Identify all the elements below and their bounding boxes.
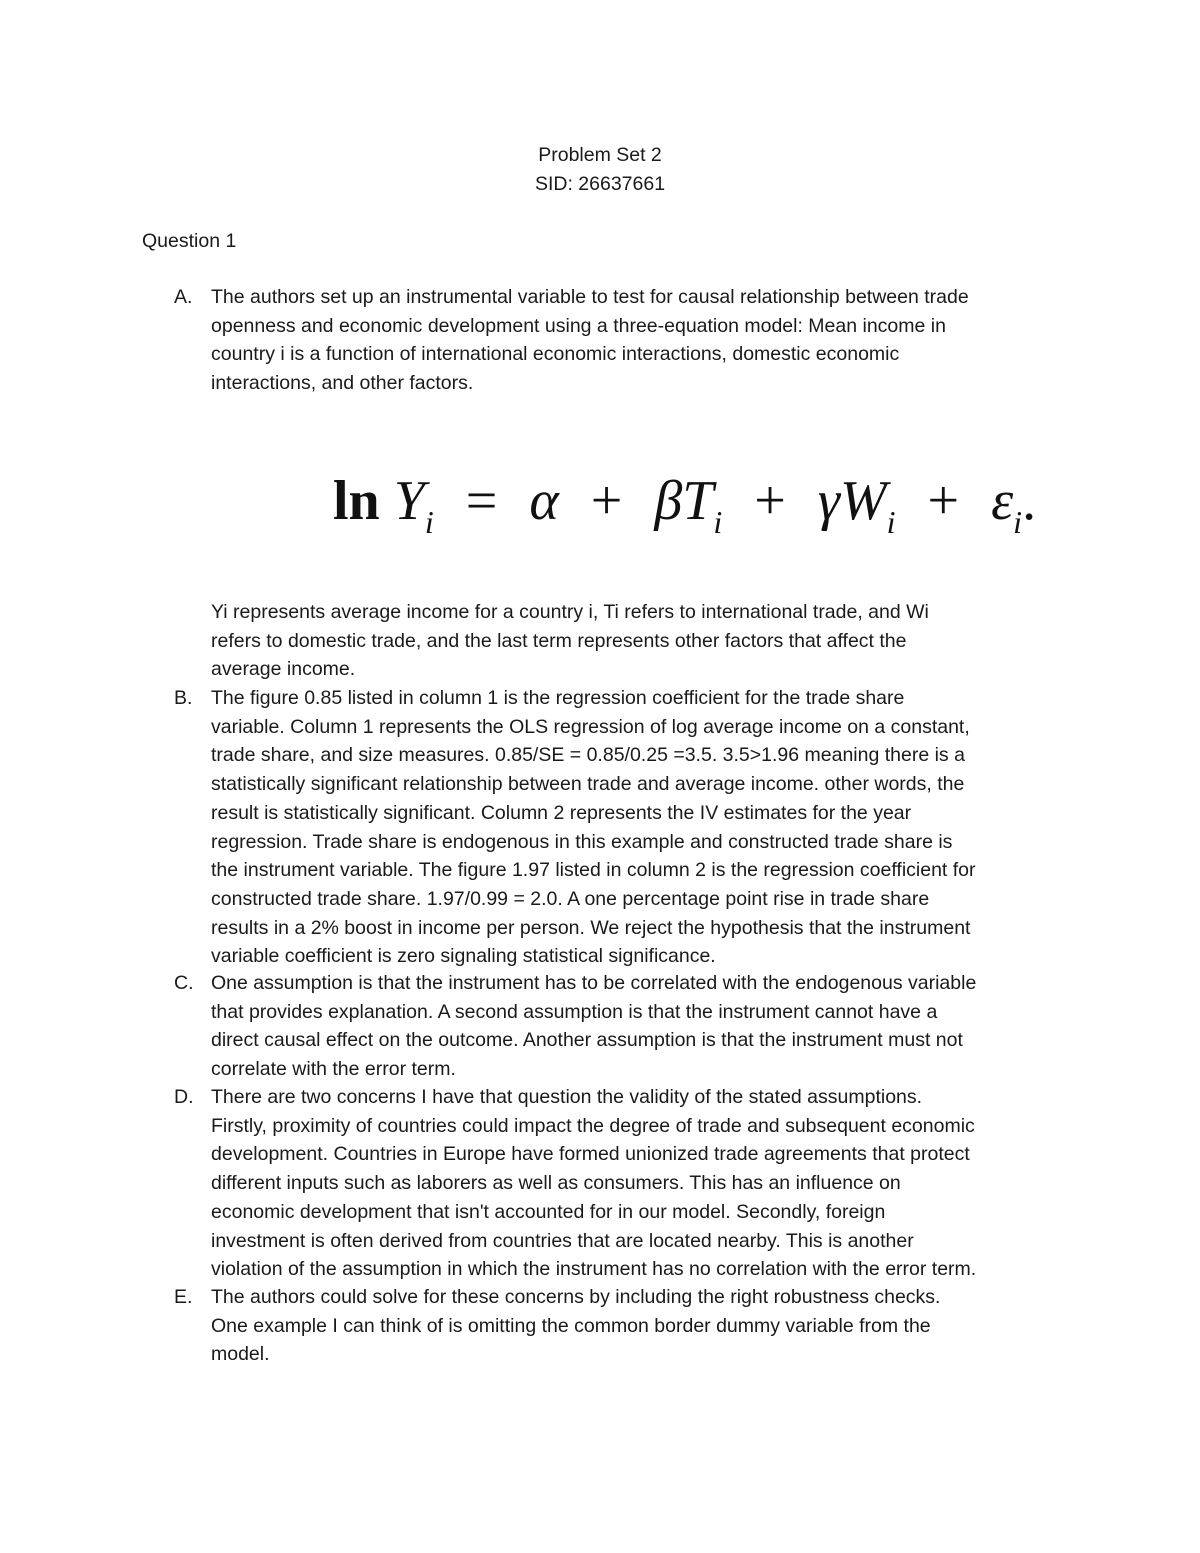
text-line: The figure 0.85 listed in column 1 is the regression coefficient for the trade share [211,687,905,709]
text-line: average income. [211,658,356,681]
eq-plus: + [590,470,623,532]
text-line: One assumption is that the instrument has to be correlated with the endogenous variable [211,972,977,994]
eq-sub: i [713,504,723,540]
equation-explanation [211,598,929,684]
text-line: variable. Column 1 represents the OLS regression of log average income on a constant, [211,715,970,738]
eq-plus: + [754,470,786,532]
item-letter: C. [174,972,194,994]
income-equation [333,466,1037,540]
text-line: refers to domestic trade, and the last term represents other factors that affect the [211,629,907,652]
eq-beta: β [654,470,683,532]
text-line: development. Countries in Europe have formed unionized trade agreements that protect [211,1143,970,1166]
eq-epsilon: ε [991,470,1014,532]
text-line: variable coefficient is zero signaling statistical significance. [211,945,716,968]
eq-plus: + [927,470,960,532]
text-line: The authors set up an instrumental variable to test for causal relationship between trade [211,286,969,308]
text-line: direct causal effect on the outcome. Another assumption is that the instrument must not [211,1029,963,1052]
item-letter: E. [174,1286,193,1308]
eq-t: T [682,470,714,532]
eq-y: Y [393,470,425,532]
eq-equals: = [465,470,498,532]
item-text [211,1283,1071,1369]
text-line: trade share, and size measures. 0.85/SE = 0.85/0.25 =3.5. 3.5>1.96 meaning there is a [211,744,965,767]
question-heading: Question 1 [142,230,237,252]
text-line: investment is often derived from countries that are located nearby. This is another [211,1229,914,1252]
text-line: regression. Trade share is endogenous in this example and constructed trade share is [211,830,953,853]
text-line: result is statistically significant. Column 2 represents the IV estimates for the year [211,801,912,824]
text-line: different inputs such as laborers as well as consumers. This has an influence on [211,1172,901,1195]
text-line: that provides explanation. A second assumption is that the instrument cannot have a [211,1000,938,1023]
item-letter: B. [174,687,193,709]
text-line: correlate with the error term. [211,1058,456,1081]
text-line: model. [211,1343,270,1366]
text-line: constructed trade share. 1.97/0.99 = 2.0. A one percentage point rise in trade share [211,887,930,910]
text-line: economic development that isn't accounted for in our model. Secondly, foreign [211,1200,886,1223]
eq-sub: i [1013,504,1023,540]
eq-period: . [1022,470,1037,532]
eq-w: W [839,470,887,532]
eq-ln: ln [333,470,380,532]
text-line: Yi represents average income for a country i, Ti refers to international trade, and Wi [211,601,929,623]
item-letter: A. [174,286,193,308]
text-line: One example I can think of is omitting the common border dummy variable from the [211,1314,931,1337]
text-line: results in a 2% boost in income per person. We reject the hypothesis that the instrument [211,916,971,939]
text-line: The authors could solve for these concerns by including the right robustness checks. [211,1286,941,1308]
item-text [211,283,1071,398]
student-id: SID: 26637661 [534,173,666,195]
text-line: statistically significant relationship between trade and average income. other words, the [211,773,965,796]
eq-sub: i [424,504,434,540]
text-line: the instrument variable. The figure 1.97 listed in column 2 is the regression coefficient for [211,859,976,882]
item-text [211,1083,1071,1284]
text-line: violation of the assumption in which the instrument has no correlation with the error term. [211,1258,977,1281]
text-line: Firstly, proximity of countries could impact the degree of trade and subsequent economic [211,1114,975,1137]
item-text [211,684,1071,971]
text-line: There are two concerns I have that question the validity of the stated assumptions. [211,1086,923,1108]
eq-gamma: γ [817,470,840,532]
text-line: openness and economic development using a three-equation model: Mean income in [211,314,946,337]
document-title: Problem Set 2 [538,144,662,166]
item-text [211,969,1071,1084]
eq-sub: i [886,504,896,540]
item-letter: D. [174,1086,194,1108]
eq-alpha: α [529,470,559,532]
text-line: interactions, and other factors. [211,372,474,395]
text-line: country i is a function of international economic interactions, domestic economic [211,343,900,366]
